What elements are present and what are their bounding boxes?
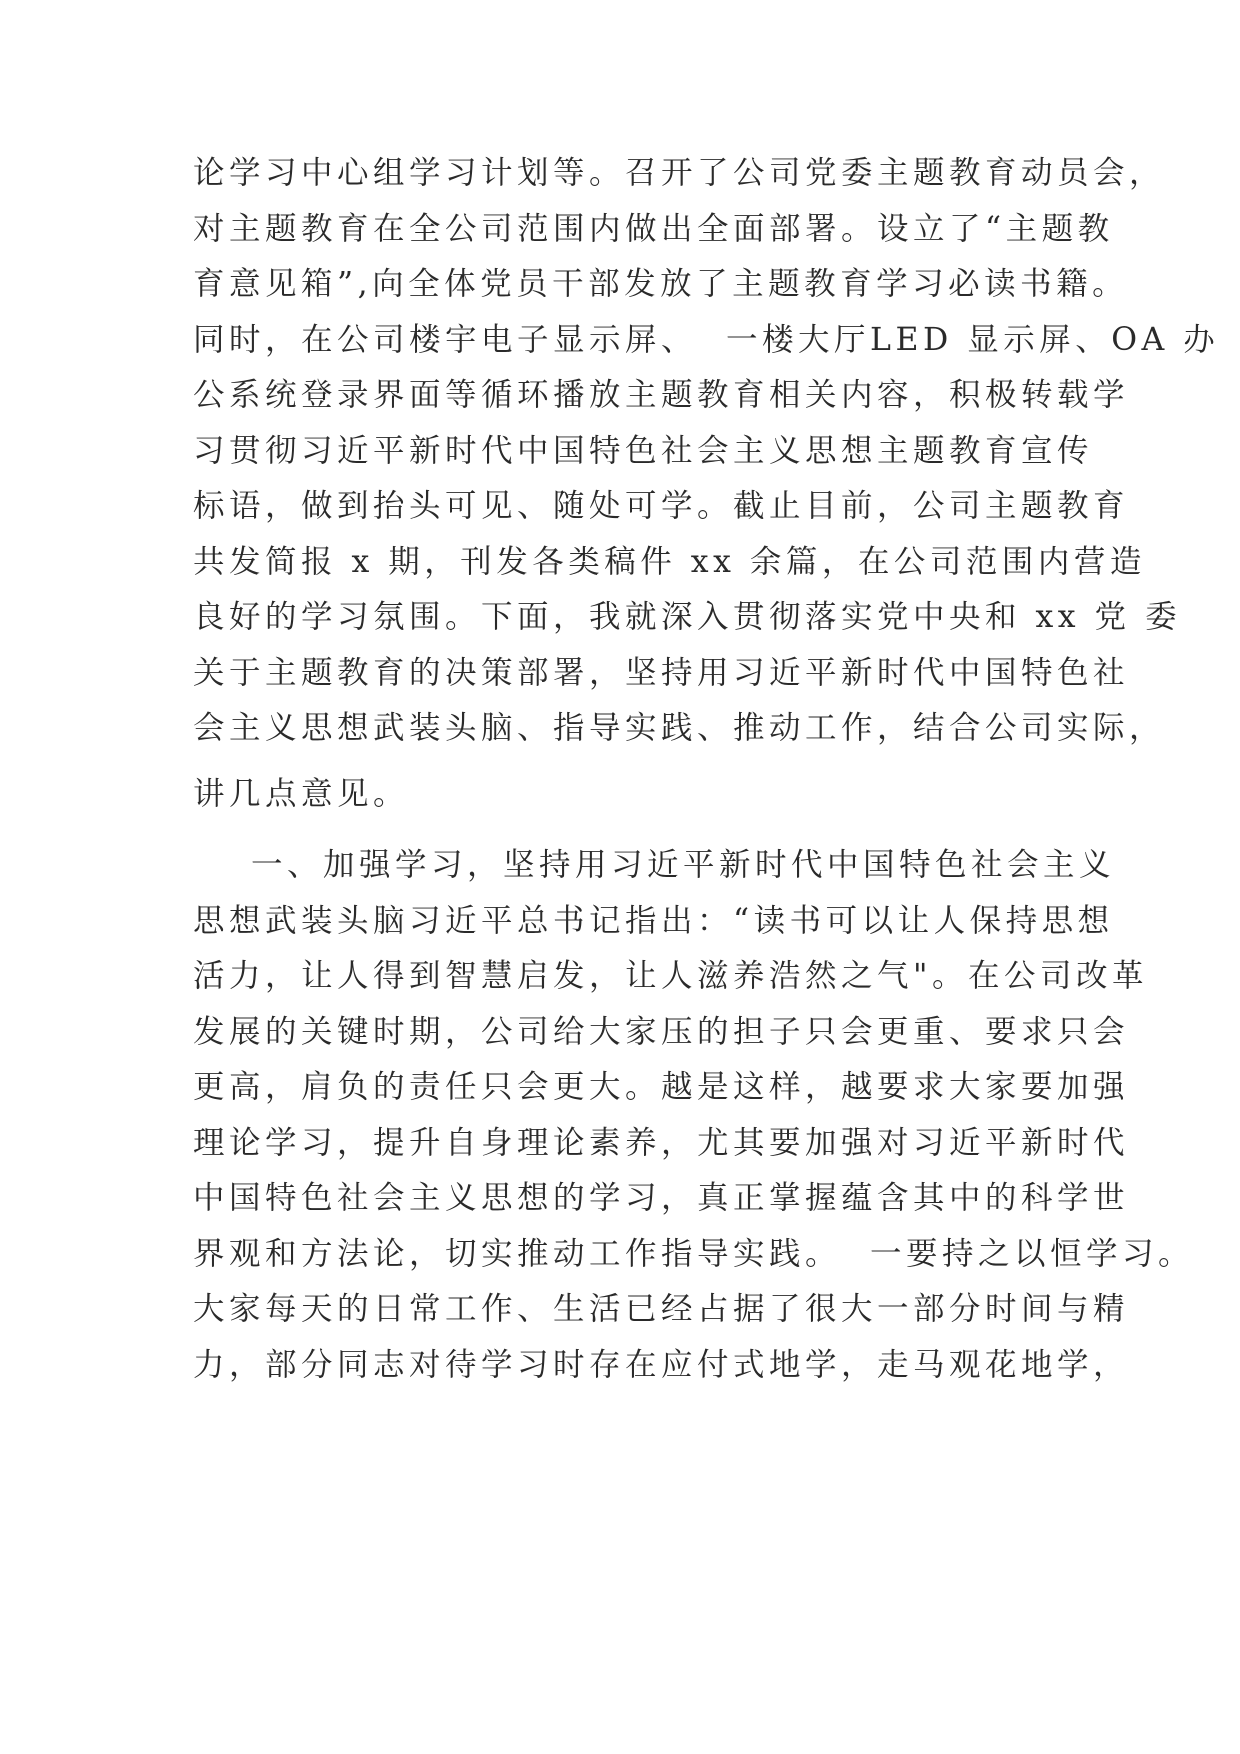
- section-heading-line: 一、加强学习，坚持用习近平新时代中国特色社会主义: [193, 847, 1116, 883]
- text-line: 活力，让人得到智慧启发，让人滋养浩然之气"。在公司改革: [193, 958, 1148, 994]
- text-line: 良好的学习氛围。下面，我就深入贯彻落实党中央和 xx 党 委: [193, 599, 1182, 635]
- text-line: 讲几点意见。: [193, 775, 410, 812]
- text-line: 共发简报 x 期，刊发各类稿件 xx 余篇，在公司范围内营造: [193, 543, 1146, 580]
- text-line: 思想武装头脑习近平总书记指出：“读书可以让人保持思想: [193, 902, 1114, 939]
- text-line: 理论学习，提升自身理论素养，尤其要加强对习近平新时代: [193, 1124, 1130, 1161]
- text-line: 育意见箱”,向全体党员干部发放了主题教育学习必读书籍。: [193, 266, 1129, 302]
- text-line: 中国特色社会主义思想的学习，真正掌握蕴含其中的科学世: [193, 1180, 1130, 1216]
- body-text: [193, 146, 1220, 1393]
- text-line: 标语，做到抬头可见、随处可学。截止目前，公司主题教育: [193, 488, 1130, 524]
- text-line: 界观和方法论，切实推动工作指导实践。 一要持之以恒学习。: [193, 1235, 1195, 1272]
- text-line: 对主题教育在全公司范围内做出全面部署。设立了“主题教: [193, 210, 1114, 247]
- text-line: 发展的关键时期，公司给大家压的担子只会更重、要求只会: [193, 1013, 1130, 1050]
- text-line: 会主义思想武装头脑、指导实践、推动工作，结合公司实际，: [193, 710, 1166, 746]
- text-line: 大家每天的日常工作、生活已经占据了很大一部分时间与精: [193, 1291, 1130, 1327]
- text-line: 论学习中心组学习计划等。召开了公司党委主题教育动员会，: [193, 155, 1166, 191]
- text-line: 同时，在公司楼宇电子显示屏、 一楼大厅LED 显示屏、OA 办: [193, 321, 1220, 358]
- text-line: 习贯彻习近平新时代中国特色社会主义思想主题教育宣传: [193, 432, 1094, 469]
- text-line: 公系统登录界面等循环播放主题教育相关内容，积极转载学: [193, 377, 1130, 413]
- text-line: 更高，肩负的责任只会更大。越是这样，越要求大家要加强: [193, 1069, 1130, 1105]
- text-line: 力，部分同志对待学习时存在应付式地学，走马观花地学，: [193, 1346, 1130, 1383]
- text-line: 关于主题教育的决策部署，坚持用习近平新时代中国特色社: [193, 654, 1130, 691]
